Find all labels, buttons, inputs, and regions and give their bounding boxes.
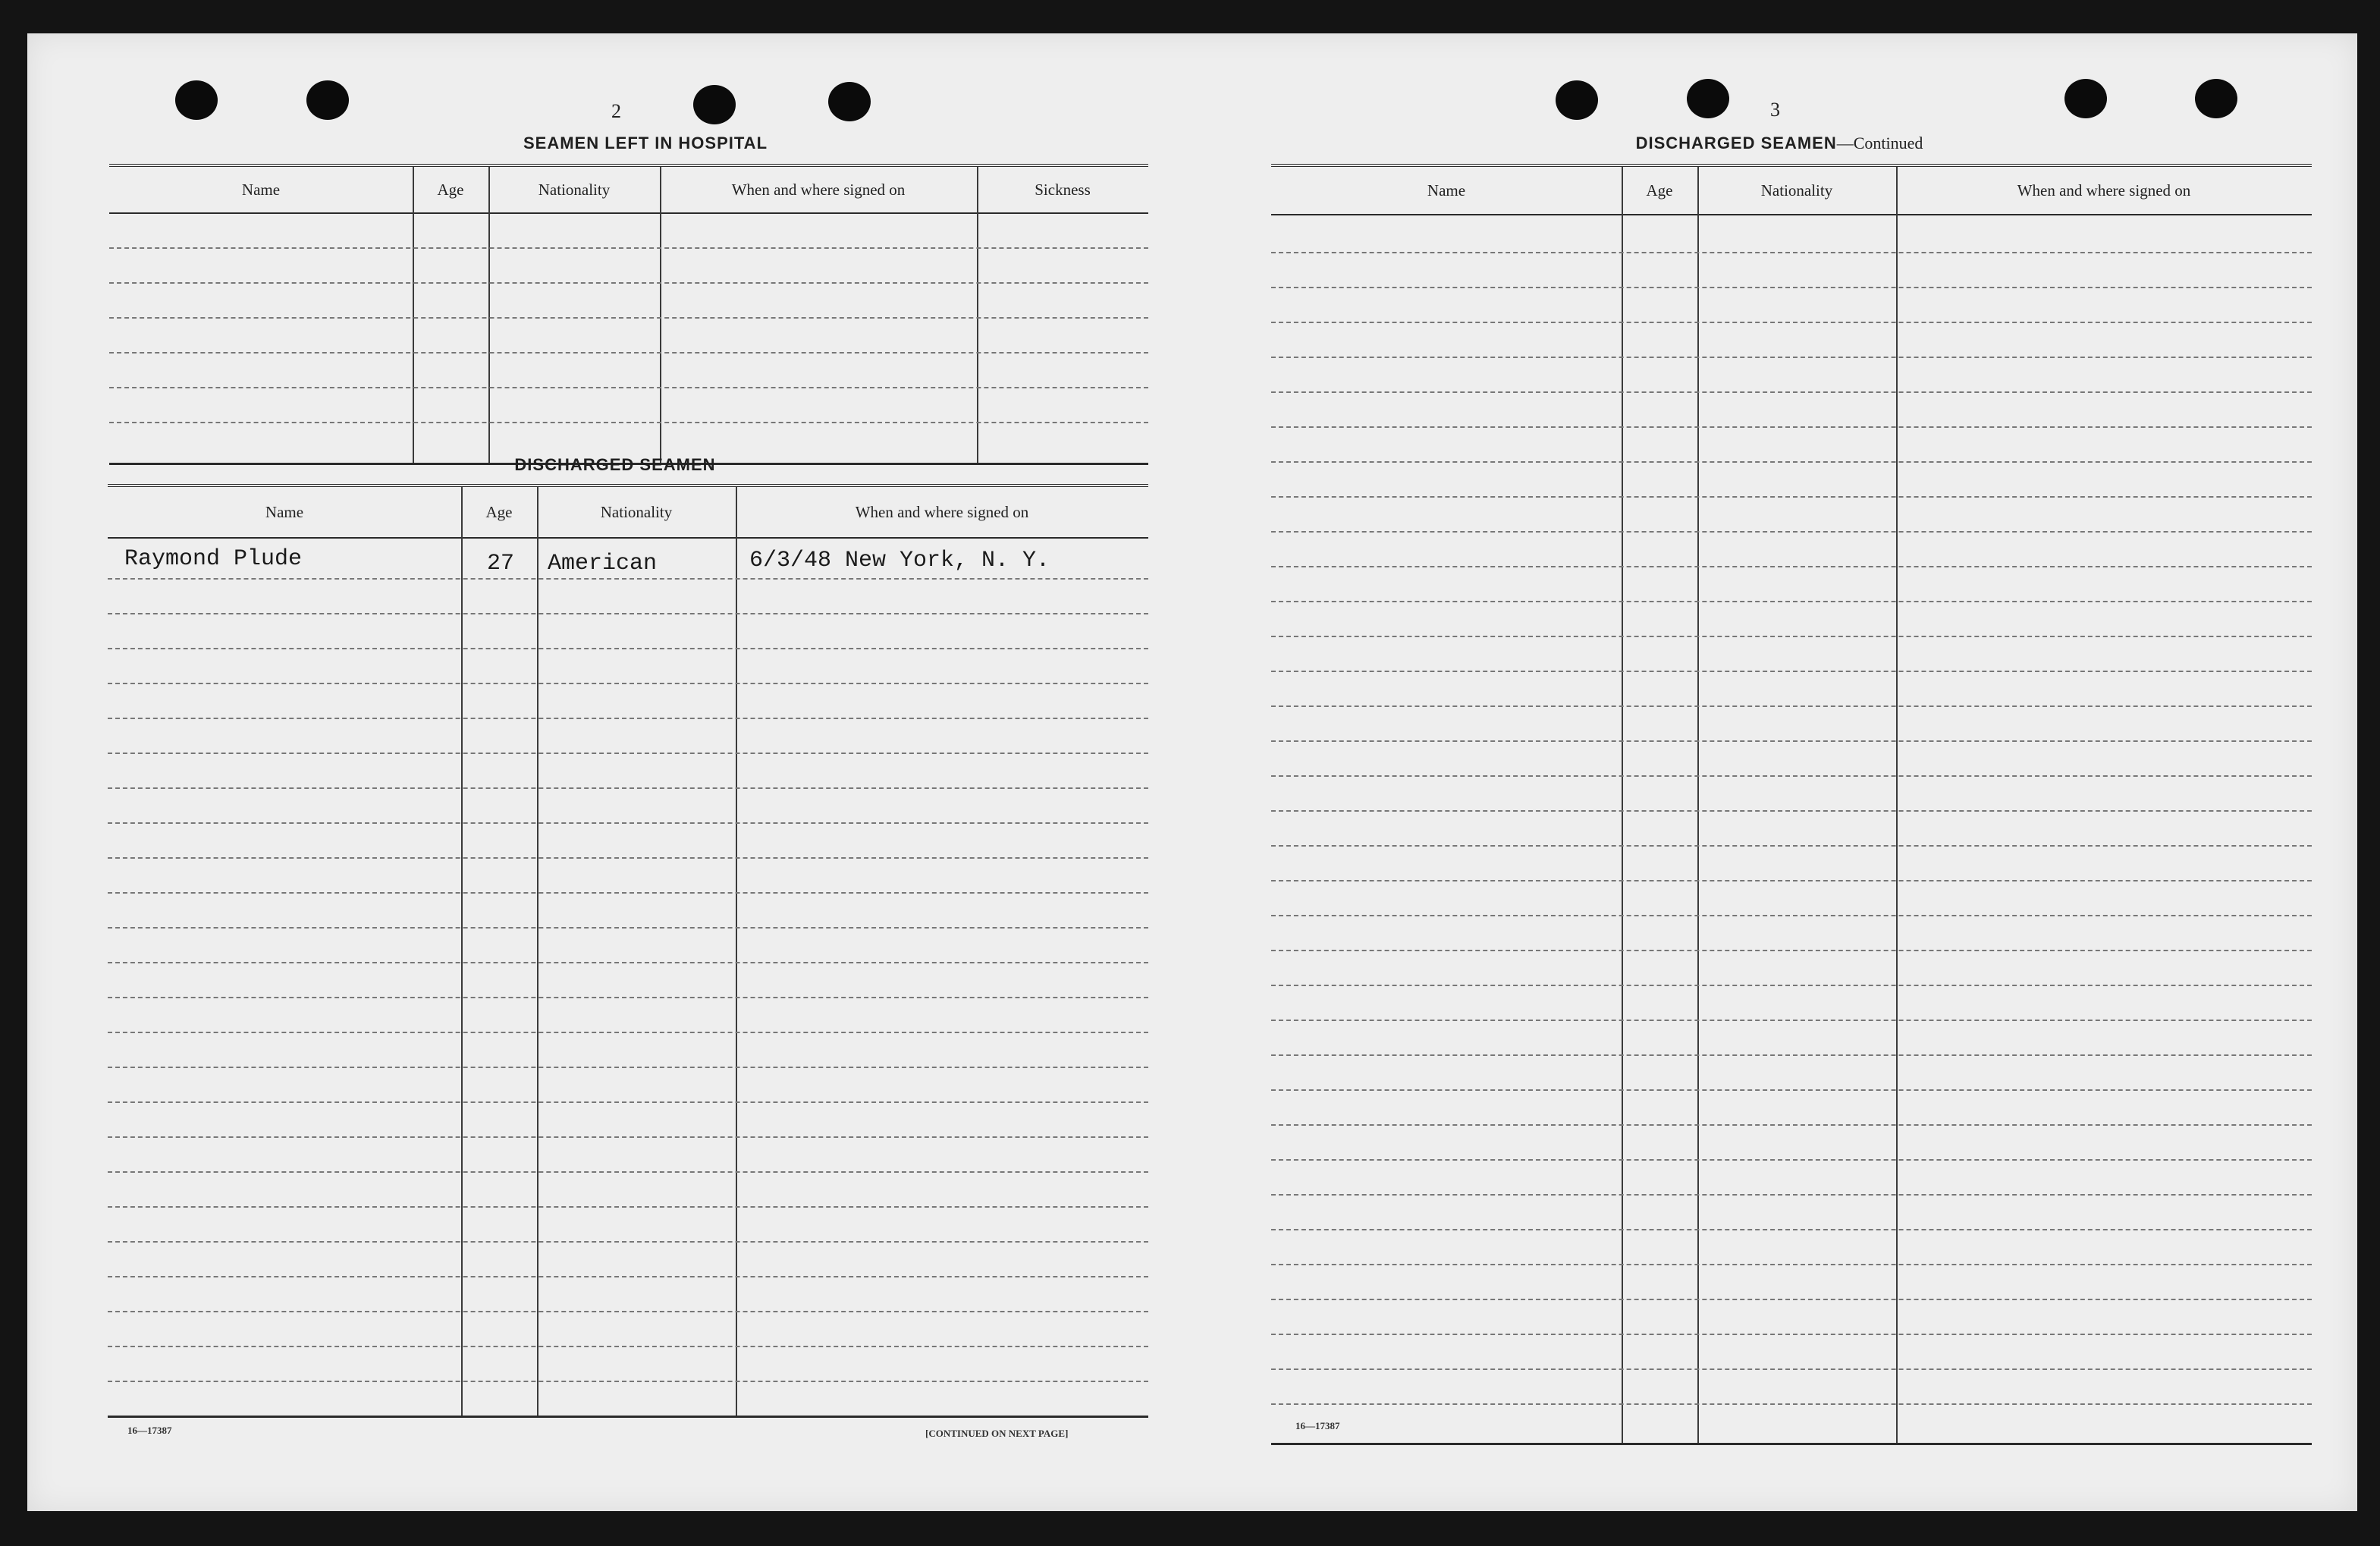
entry-line xyxy=(1271,1054,2312,1056)
entry-line xyxy=(1271,671,2312,672)
entry-line xyxy=(1271,810,2312,812)
right-page-number: 3 xyxy=(1770,99,1780,121)
entry-line xyxy=(1271,1020,2312,1021)
column-divider xyxy=(977,167,978,463)
entry-line xyxy=(1271,252,2312,253)
discharged-section-title: DISCHARGED SEAMEN xyxy=(514,455,716,474)
entry-line xyxy=(108,822,1148,824)
entry-line xyxy=(108,997,1148,998)
entry-line xyxy=(108,753,1148,754)
entry-line xyxy=(1271,1334,2312,1335)
entry-line xyxy=(108,578,1148,580)
form-sheet xyxy=(27,33,2357,1511)
punch-hole xyxy=(828,82,871,121)
entry-line xyxy=(108,613,1148,614)
entry-line xyxy=(1271,1403,2312,1405)
entry-line xyxy=(1271,566,2312,567)
hospital-table xyxy=(109,164,1148,465)
form-number: 16—17387 xyxy=(1295,1420,1340,1431)
discharged-title-text: DISCHARGED SEAMEN xyxy=(1635,134,1837,152)
entry-line xyxy=(109,352,1148,354)
column-divider xyxy=(488,167,490,463)
entry-line xyxy=(108,1206,1148,1208)
entry-line xyxy=(1271,1194,2312,1196)
col-header-nationality: Nationality xyxy=(600,502,673,521)
entry-line xyxy=(1271,950,2312,951)
column-divider xyxy=(1622,167,1623,1443)
discharged-header-row xyxy=(108,487,1148,539)
entry-nationality: American xyxy=(548,551,658,577)
entry-line xyxy=(1271,1299,2312,1300)
entry-line xyxy=(1271,1229,2312,1230)
punch-hole xyxy=(2195,79,2237,118)
entry-line xyxy=(1271,461,2312,463)
entry-line xyxy=(108,1346,1148,1347)
column-divider xyxy=(413,167,414,463)
entry-line xyxy=(1271,357,2312,358)
entry-line xyxy=(1271,880,2312,881)
entry-line xyxy=(108,857,1148,859)
entry-line xyxy=(108,927,1148,929)
col-header-signed-on: When and where signed on xyxy=(731,180,906,199)
entry-line xyxy=(108,683,1148,684)
entry-line xyxy=(1271,1264,2312,1265)
entry-line xyxy=(108,962,1148,963)
entry-line xyxy=(1271,322,2312,323)
entry-line xyxy=(108,1101,1148,1103)
entry-line xyxy=(108,1276,1148,1277)
col-header-name: Name xyxy=(265,502,304,521)
left-page-number: 2 xyxy=(611,100,621,122)
col-header-name: Name xyxy=(241,180,281,199)
punch-hole xyxy=(693,85,736,124)
entry-line xyxy=(1271,601,2312,602)
entry-line xyxy=(108,892,1148,894)
col-header-signed-on: When and where signed on xyxy=(855,502,1029,521)
discharged-header-row xyxy=(1271,167,2312,215)
col-header-nationality: Nationality xyxy=(538,180,611,199)
entry-line xyxy=(1271,636,2312,637)
entry-line xyxy=(108,1067,1148,1068)
punch-hole xyxy=(306,80,349,120)
entry-line xyxy=(108,648,1148,649)
entry-line xyxy=(1271,845,2312,847)
entry-line xyxy=(1271,1368,2312,1370)
entry-line xyxy=(1271,1124,2312,1126)
entry-line xyxy=(108,1381,1148,1382)
col-header-age: Age xyxy=(485,502,513,521)
discharged-continued-title xyxy=(1605,134,1954,153)
col-header-age: Age xyxy=(437,180,464,199)
col-header-signed-on: When and where signed on xyxy=(2017,181,2191,200)
entry-line xyxy=(109,247,1148,249)
hospital-section-title: SEAMEN LEFT IN HOSPITAL xyxy=(523,134,768,152)
entry-line xyxy=(1271,287,2312,288)
entry-line xyxy=(109,387,1148,388)
discharged-table-right xyxy=(1271,164,2312,1445)
punch-hole xyxy=(175,80,218,120)
entry-line xyxy=(108,718,1148,719)
discharged-table-left xyxy=(108,484,1148,1418)
entry-line xyxy=(1271,915,2312,916)
continued-label: —Continued xyxy=(1836,134,1923,152)
entry-line xyxy=(1271,426,2312,428)
entry-line xyxy=(1271,1159,2312,1161)
col-header-sickness: Sickness xyxy=(1035,180,1091,199)
entry-line xyxy=(109,317,1148,319)
entry-line xyxy=(1271,496,2312,498)
col-header-nationality: Nationality xyxy=(1760,181,1833,200)
entry-line xyxy=(1271,391,2312,393)
entry-line xyxy=(1271,775,2312,777)
entry-line xyxy=(108,1032,1148,1033)
entry-line xyxy=(1271,531,2312,533)
hospital-header-row xyxy=(109,167,1148,214)
column-divider xyxy=(1697,167,1699,1443)
col-header-name: Name xyxy=(1427,181,1466,200)
entry-signed-on: 6/3/48 New York, N. Y. xyxy=(749,548,1050,573)
entry-name: Raymond Plude xyxy=(124,546,303,572)
entry-line xyxy=(109,282,1148,284)
col-header-age: Age xyxy=(1646,181,1673,200)
entry-line xyxy=(1271,705,2312,707)
punch-hole xyxy=(2064,79,2107,118)
column-divider xyxy=(660,167,661,463)
entry-line xyxy=(1271,1089,2312,1091)
entry-line xyxy=(108,787,1148,789)
column-divider xyxy=(1896,167,1898,1443)
form-number: 16—17387 xyxy=(127,1425,172,1436)
entry-line xyxy=(1271,985,2312,986)
punch-hole xyxy=(1687,79,1729,118)
entry-line xyxy=(108,1311,1148,1312)
entry-line xyxy=(108,1136,1148,1138)
entry-line xyxy=(108,1171,1148,1173)
entry-line xyxy=(109,422,1148,423)
continued-note: [CONTINUED ON NEXT PAGE] xyxy=(925,1428,1069,1439)
entry-line xyxy=(108,1241,1148,1243)
entry-line xyxy=(1271,740,2312,742)
entry-age: 27 xyxy=(487,551,515,577)
punch-hole xyxy=(1556,80,1598,120)
